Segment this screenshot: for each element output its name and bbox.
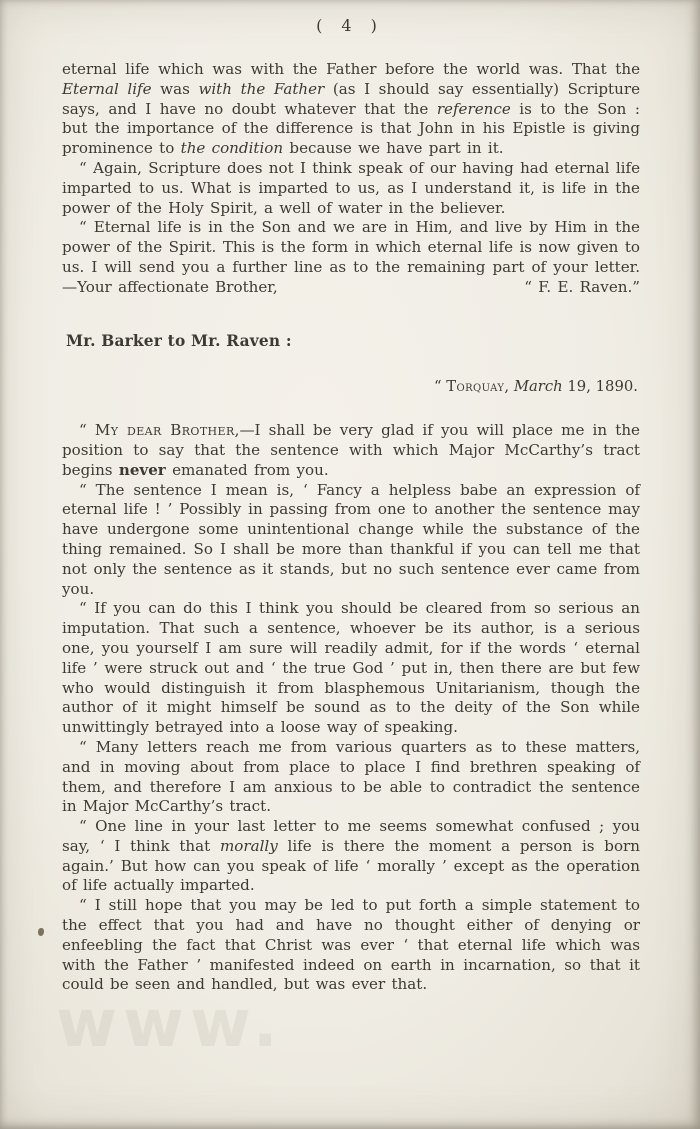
text-column xyxy=(62,60,640,995)
paragraph xyxy=(62,896,640,995)
paper-speck xyxy=(38,928,44,936)
text-run: morally xyxy=(219,836,278,855)
text-run: Eternal life xyxy=(62,79,152,98)
text-run: “ I still hope that you may be led to put forth a simple statement to the effect that you had and have no thought either of denying or enfeebling the fact that Christ was ever ‘ that eternal life which was with the Father ’ manifested indeed on earth in incarnation, so that it could be seen and handled, but was ever that. xyxy=(62,896,640,994)
text-run: Mr. Barker to Mr. Raven : xyxy=(66,331,292,350)
text-run: life is there the moment a person is born again.’ But how can you speak of life ‘ morally ’ except as the operation of life actually imparted. xyxy=(62,836,640,895)
paragraph xyxy=(62,60,640,159)
section-heading xyxy=(66,332,640,352)
text-run: reference xyxy=(436,99,511,118)
text-run: March xyxy=(513,378,563,396)
signature: “ F. E. Raven.” xyxy=(524,277,640,296)
text-run: was xyxy=(151,79,199,98)
text-run: “ Many letters reach me from various quarters as to these matters, and in moving about from place to place I find brethren speaking of them, and therefore I am anxious to be able to contradict the sentence in Major McCarthy’s tract. xyxy=(62,737,640,816)
text-run: “ Again, Scripture does not I think speak of our having had eternal life imparted to us. What is imparted to us, as I understand it, is life in the power of the Holy Spirit, a well of water in the believer. xyxy=(62,158,640,217)
text-run: , xyxy=(504,378,514,396)
text-run: “ The sentence I mean is, ‘ Fancy a helpless babe an expression of eternal life ! ’ Possibly in passing from one to another the sentence may have undergone some unintentional change while the substance of the thing remained. So I shall be more than thankful if you can tell me that not only the sentence as it stands, but no such sentence ever came from you. xyxy=(62,480,640,598)
text-run: emanated from you. xyxy=(165,460,329,479)
watermark: www. xyxy=(56,985,284,1062)
text-run: “ xyxy=(79,421,95,440)
dateline xyxy=(62,377,638,397)
page-number: ( 4 ) xyxy=(316,16,384,35)
text-run: never xyxy=(118,460,166,479)
text-run: “ xyxy=(433,378,447,396)
paragraph xyxy=(62,599,640,738)
text-run: Torquay xyxy=(446,378,505,396)
text-run: is to the Son : but the importance of the difference is that John in his Epistle is giving prominence to xyxy=(62,99,640,158)
paragraph xyxy=(62,218,640,297)
paragraph xyxy=(62,421,640,480)
text-run: the condition xyxy=(180,139,284,158)
paragraph xyxy=(62,481,640,600)
text-run: ,—I shall be very glad if you will place me in the position to say that the sentence with which Major McCarthy’s tract begins xyxy=(62,421,640,479)
text-run: My dear Brother xyxy=(94,421,235,440)
text-run: “ If you can do this I think you should be cleared from so serious an imputation. That such a sentence, whoever be its author, is a serious one, you yourself I am sure will readily admit, for if the words ‘ eternal life ’ were struck out and ‘ the true God ’ put in, then there are but few who would distinguish it from blasphemous Unitarianism, though the author of it might himself be sound as to the deity of the Son while unwittingly betrayed into a loose way of speaking. xyxy=(62,599,640,737)
text-run: 19, 1890. xyxy=(562,378,638,396)
paragraph xyxy=(62,159,640,218)
text-run: with the Father xyxy=(198,79,325,98)
text-run: (as I should say essentially) Scripture says, and I have no doubt whatever that the xyxy=(62,79,640,118)
text-run: eternal life which was with the Father before the world was. That the xyxy=(62,60,640,78)
paragraph xyxy=(62,817,640,896)
text-run: because we have part in it. xyxy=(283,139,504,158)
paragraph xyxy=(62,738,640,817)
text-run: “ Eternal life is in the Son and we are in Him, and live by Him in the power of the Spirit. This is the form in which eternal life is now given to us. I will send you a further line as to the remaining part of your letter.—Your affectionate Brother, xyxy=(62,218,640,296)
text-run: “ One line in your last letter to me seems somewhat confused ; you say, ‘ I think that xyxy=(62,817,640,855)
